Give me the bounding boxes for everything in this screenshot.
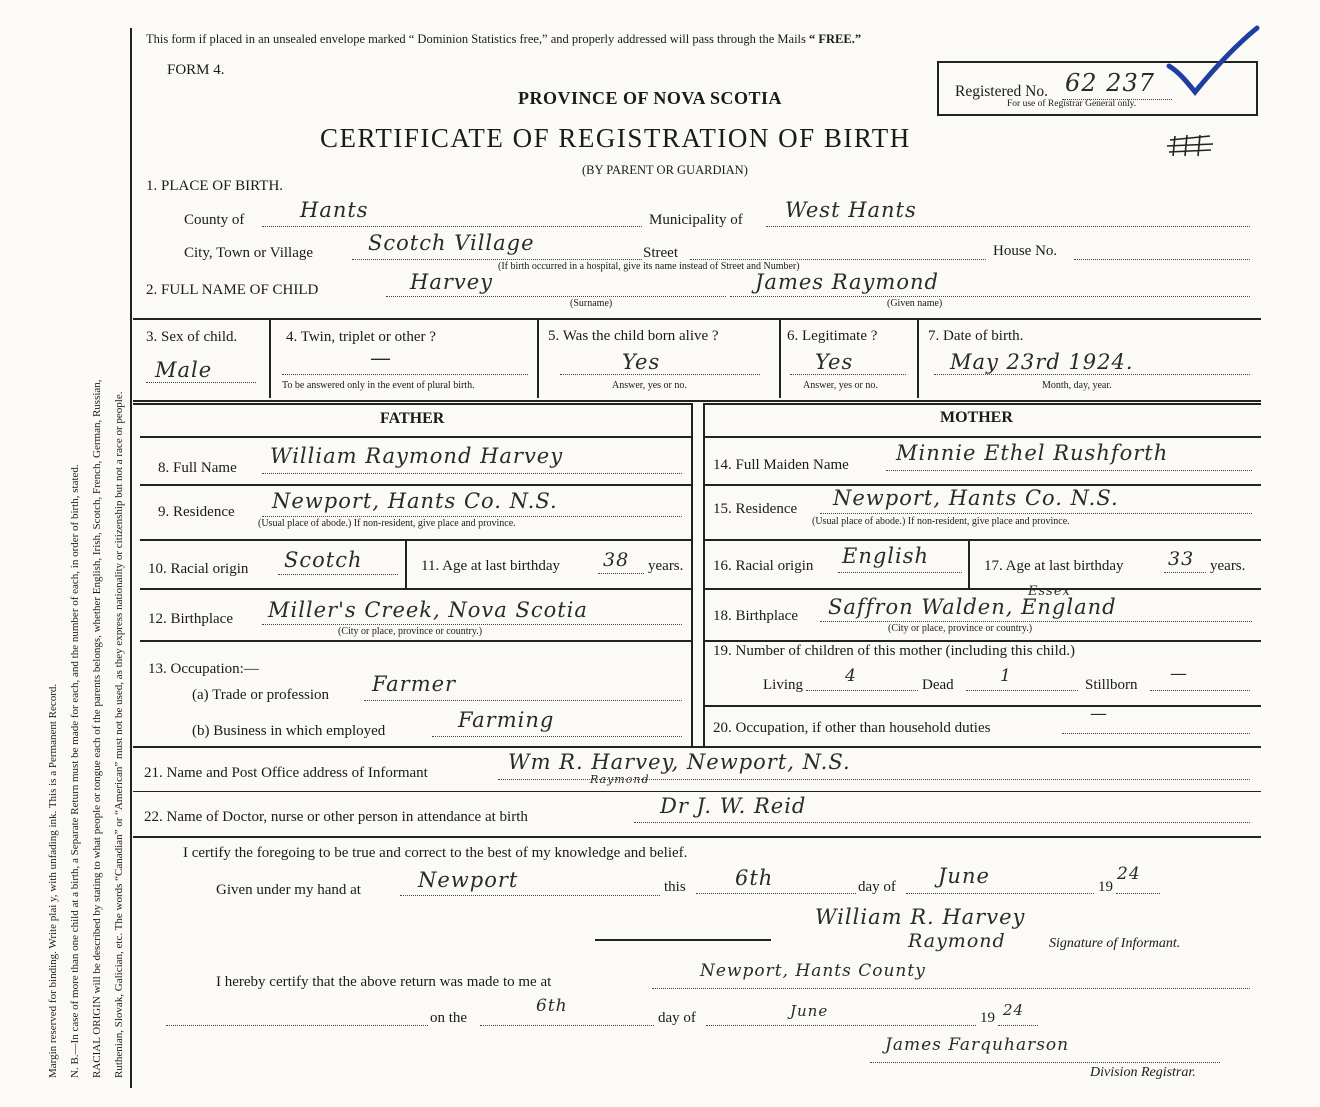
mother-birthplace-label: 18. Birthplace — [713, 608, 798, 624]
father-residence-label: 9. Residence — [158, 504, 235, 520]
province-heading: PROVINCE OF NOVA SCOTIA — [518, 88, 783, 108]
father-business-label: (b) Business in which employed — [192, 723, 386, 739]
legitimate-label: 6. Legitimate ? — [787, 328, 878, 344]
margin-note-nb: N. B.—In case of more than one child at a birth, a Separate Return must be made for each, and the number of each, in order of birth, stated. — [69, 464, 81, 1078]
mother-living-label: Living — [763, 677, 803, 693]
informant-signature: William R. Harvey — [815, 905, 1026, 929]
mother-racial-label: 16. Racial origin — [713, 558, 814, 574]
given-label: Given under my hand at — [216, 882, 361, 898]
hospital-note: (If birth occurred in a hospital, give its name instead of Street and Number) — [498, 261, 800, 272]
given-year-prefix: 19 — [1098, 879, 1113, 895]
father-trade: Farmer — [372, 672, 457, 696]
mother-name-label: 14. Full Maiden Name — [713, 457, 849, 473]
registered-number: 62 237 — [1065, 69, 1155, 97]
father-residence-note: (Usual place of abode.) If non-resident, give place and province. — [258, 518, 516, 529]
legitimate-value: Yes — [815, 350, 854, 374]
mother-residence: Newport, Hants Co. N.S. — [833, 486, 1119, 510]
mail-notice: This form if placed in an unsealed envelope marked “ Dominion Statistics free,” and properly addressed will pass through the Mails “ FREE.” — [146, 32, 862, 46]
given-name-caption: (Given name) — [887, 298, 943, 309]
place-heading: 1. PLACE OF BIRTH. — [146, 178, 284, 194]
city-value: Scotch Village — [368, 231, 535, 255]
legitimate-note: Answer, yes or no. — [803, 380, 878, 391]
given-month: June — [938, 864, 990, 888]
street-label: Street — [643, 245, 678, 261]
registrar-statement: I hereby certify that the above return was made to me at — [216, 974, 552, 990]
mother-residence-note: (Usual place of abode.) If non-resident, give place and province. — [812, 516, 1070, 527]
given-year: 24 — [1117, 864, 1141, 884]
twin-note: To be answered only in the event of plural birth. — [282, 380, 475, 391]
father-heading: FATHER — [380, 410, 445, 427]
municipality-label: Municipality of — [649, 212, 743, 228]
mother-birthplace-note: (City or place, province or country.) — [888, 623, 1033, 634]
mother-heading: MOTHER — [940, 409, 1013, 426]
registrar-note: For use of Registrar General only. — [1007, 99, 1137, 109]
father-business: Farming — [458, 708, 555, 732]
father-trade-label: (a) Trade or profession — [192, 687, 330, 703]
child-given-name: James Raymond — [755, 270, 939, 294]
registrar-signature: James Farquharson — [885, 1035, 1070, 1055]
informant-value: Wm R. Harvey, Newport, N.S. — [508, 750, 851, 774]
dob-value: May 23rd 1924. — [950, 350, 1134, 374]
father-age: 38 — [603, 549, 630, 571]
surname-caption: (Surname) — [570, 298, 613, 309]
sex-value: Male — [155, 358, 213, 382]
margin-note-racial: RACIAL ORIGIN will be described by stating to what people or tongue each of the parents belongs, whether English, Irish, Scotch, French, German, Russian, — [91, 379, 103, 1078]
mother-children-label: 19. Number of children of this mother (including this child.) — [713, 643, 1076, 659]
mother-living: 4 — [845, 666, 857, 686]
struck-mark-icon — [1165, 132, 1215, 160]
registrar-place: Newport, Hants County — [700, 961, 926, 981]
certificate-title: CERTIFICATE OF REGISTRATION OF BIRTH — [320, 123, 911, 153]
certify-statement: I certify the foregoing to be true and correct to the best of my knowledge and belief. — [183, 845, 688, 861]
informant-insert: Raymond — [590, 773, 650, 786]
mother-residence-label: 15. Residence — [713, 501, 798, 517]
father-age-label: 11. Age at last birthday — [421, 558, 560, 574]
mother-birthplace: Saffron Walden, England — [828, 595, 1117, 619]
city-label: City, Town or Village — [184, 245, 314, 261]
house-label: House No. — [993, 243, 1058, 259]
signature-caption: Signature of Informant. — [1049, 936, 1181, 951]
mother-stillborn-label: Stillborn — [1085, 677, 1138, 693]
given-dayof-label: day of — [858, 879, 896, 895]
father-birthplace-note: (City or place, province or country.) — [338, 626, 483, 637]
registrar-year: 24 — [1003, 1001, 1025, 1019]
certificate-subtitle: (BY PARENT OR GUARDIAN) — [582, 163, 748, 177]
father-occupation-label: 13. Occupation:— — [148, 661, 259, 677]
alive-label: 5. Was the child born alive ? — [548, 328, 719, 344]
alive-value: Yes — [622, 350, 661, 374]
form-number: FORM 4. — [167, 62, 225, 78]
signature-insert: Raymond — [908, 930, 1006, 952]
this-label: this — [664, 879, 686, 895]
municipality-value: West Hants — [785, 198, 917, 222]
doctor-label: 22. Name of Doctor, nurse or other person in attendance at birth — [144, 809, 528, 825]
mother-birthplace-insert: Essex — [1028, 584, 1071, 599]
registrar-month: June — [790, 1002, 829, 1020]
twin-label: 4. Twin, triplet or other ? — [286, 329, 436, 345]
mother-name: Minnie Ethel Rushforth — [896, 441, 1169, 465]
registrar-dayof-label: day of — [658, 1010, 696, 1026]
county-label: County of — [184, 212, 245, 228]
father-residence: Newport, Hants Co. N.S. — [272, 489, 558, 513]
father-birthplace: Miller's Creek, Nova Scotia — [268, 598, 588, 622]
informant-label: 21. Name and Post Office address of Informant — [144, 765, 428, 781]
mother-stillborn: — — [1170, 664, 1188, 684]
dob-label: 7. Date of birth. — [928, 328, 1024, 344]
child-surname: Harvey — [410, 270, 494, 294]
mother-age: 33 — [1168, 548, 1195, 570]
dob-note: Month, day, year. — [1042, 380, 1112, 391]
sex-label: 3. Sex of child. — [146, 329, 238, 345]
mother-occupation-label: 20. Occupation, if other than household duties — [713, 720, 991, 736]
mother-age-label: 17. Age at last birthday — [984, 558, 1124, 574]
father-racial: Scotch — [284, 548, 363, 572]
child-name-label: 2. FULL NAME OF CHILD — [146, 282, 319, 298]
doctor-value: Dr J. W. Reid — [660, 794, 807, 818]
father-name: William Raymond Harvey — [270, 444, 564, 468]
registrar-year-prefix: 19 — [980, 1010, 995, 1026]
father-name-label: 8. Full Name — [158, 460, 237, 476]
margin-border — [130, 28, 132, 1088]
father-birthplace-label: 12. Birthplace — [148, 611, 233, 627]
father-racial-label: 10. Racial origin — [148, 561, 249, 577]
mother-occupation: — — [1090, 704, 1108, 724]
alive-note: Answer, yes or no. — [612, 380, 687, 391]
mother-age-unit: years. — [1210, 558, 1246, 574]
registrar-on-label: on the — [430, 1010, 468, 1026]
mother-racial: English — [842, 544, 930, 568]
margin-note-racial-cont: Ruthenian, Slovak, Galician, etc. The words “Canadian” or “American” must not be used, as they express nationality or citizenship but not a race or people. — [113, 391, 125, 1078]
twin-value: — — [370, 346, 392, 370]
mother-dead: 1 — [1000, 666, 1012, 686]
registered-label: Registered No. — [955, 83, 1048, 100]
father-age-unit: years. — [648, 558, 684, 574]
county-value: Hants — [300, 198, 369, 222]
mother-dead-label: Dead — [922, 677, 954, 693]
margin-note-binding: Margin reserved for binding. Write plai y, with unfading ink. This is a Permanent Record. — [47, 683, 59, 1078]
registrar-day: 6th — [536, 996, 568, 1016]
registrar-caption: Division Registrar. — [1090, 1065, 1196, 1080]
given-place: Newport — [418, 868, 519, 892]
given-day: 6th — [735, 866, 774, 890]
checkmark-icon — [1165, 22, 1265, 102]
